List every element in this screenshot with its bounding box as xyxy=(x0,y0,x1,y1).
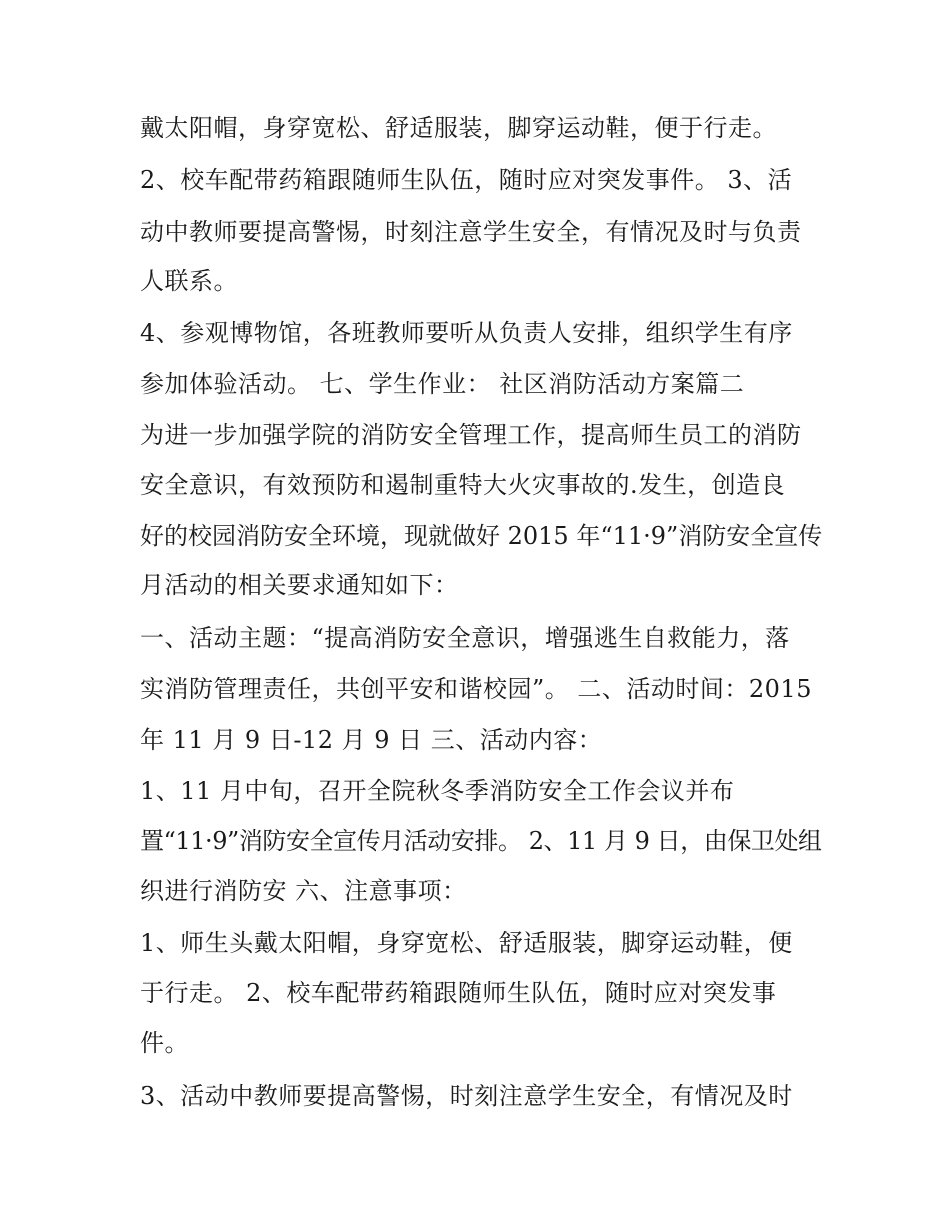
text-line: 1、师生头戴太阳帽，身穿宽松、舒适服装，脚穿运动鞋，便 xyxy=(140,929,793,957)
text-line: 安全意识，有效预防和遏制重特大火灾事故的.发生，创造良 xyxy=(140,471,786,499)
text-line: 于行走。 2、校车配带药箱跟随师生队伍，随时应对突发事 xyxy=(140,979,777,1007)
text-line: 好的校园消防安全环境，现就做好 2015 年“11·9”消防安全宣传 xyxy=(140,522,823,550)
text-line: 为进一步加强学院的消防安全管理工作，提高师生员工的消防 xyxy=(140,421,802,449)
text-line: 件。 xyxy=(140,1029,189,1057)
text-line: 织进行消防安 六、注意事项： xyxy=(140,877,467,905)
text-line: 参加体验活动。 七、学生作业： 社区消防活动方案篇二 xyxy=(140,370,745,398)
text-line: 实消防管理责任，共创平安和谐校园”。 二、活动时间：2015 xyxy=(140,675,812,703)
text-line: 动中教师要提高警惕，时刻注意学生安全，有情况及时与负责 xyxy=(140,218,802,246)
text-line: 3、活动中教师要提高警惕，时刻注意学生安全，有情况及时 xyxy=(140,1082,793,1110)
text-line: 年 11 月 9 日-12 月 9 日 三、活动内容： xyxy=(140,726,603,754)
text-line: 置“11·9”消防安全宣传月活动安排。 2、11 月 9 日，由保卫处组 xyxy=(140,827,822,855)
text-line: 月活动的相关要求通知如下： xyxy=(140,571,459,599)
text-line: 1、11 月中旬，召开全院秋冬季消防安全工作会议并布 xyxy=(140,777,735,805)
text-line: 4、参观博物馆，各班教师要听从负责人安排，组织学生有序 xyxy=(140,319,793,347)
text-line: 戴太阳帽，身穿宽松、舒适服装，脚穿运动鞋，便于行走。 xyxy=(140,114,777,142)
text-line: 人联系。 xyxy=(140,267,238,295)
text-line: 2、校车配带药箱跟随师生队伍，随时应对突发事件。 3、活 xyxy=(140,166,793,194)
text-line: 一、活动主题：“提高消防安全意识，增强逃生自救能力，落 xyxy=(140,624,790,652)
